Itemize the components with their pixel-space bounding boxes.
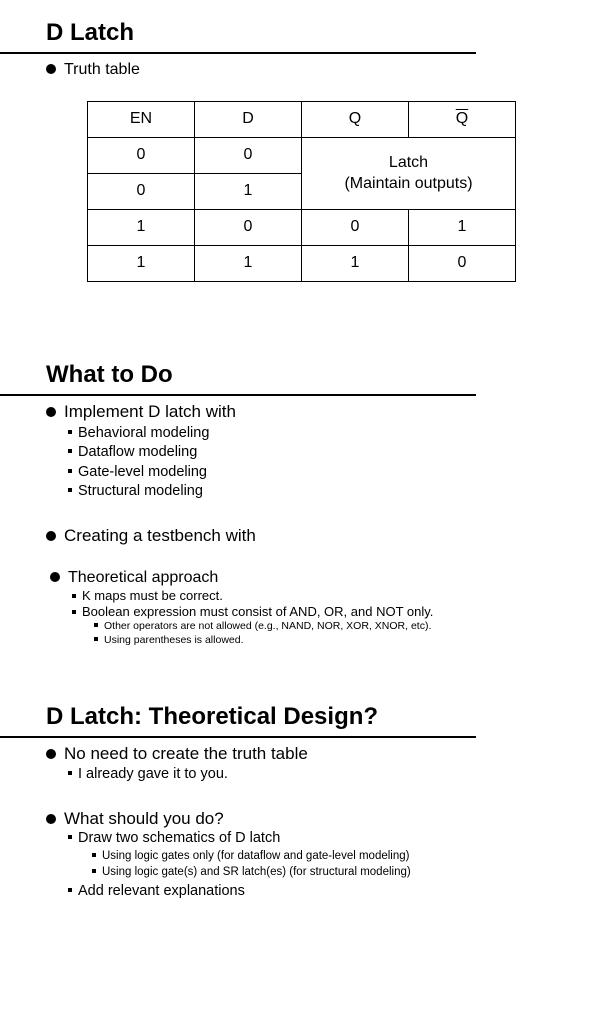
bullet-implement: Implement D latch with	[46, 403, 236, 420]
latch-label: Latch	[388, 153, 429, 171]
bullet-dot-icon	[46, 531, 56, 541]
bullet-square-icon	[72, 594, 76, 598]
list-item: Behavioral modeling	[68, 426, 209, 441]
list-item: Using logic gate(s) and SR latch(es) (for structural modeling)	[92, 867, 411, 879]
table-cell: 0	[88, 174, 195, 210]
bullet-square-icon	[94, 637, 98, 641]
list-item: Using logic gates only (for dataflow and gate-level modeling)	[92, 851, 409, 863]
list-item: Boolean expression must consist of AND, OR, and NOT only.	[72, 605, 433, 618]
header-q: Q	[302, 102, 409, 138]
bullet-square-icon	[68, 469, 72, 473]
bullet-square-icon	[92, 869, 96, 873]
title-underline	[0, 394, 476, 396]
bullet-truth-table: Truth table	[46, 62, 140, 78]
bullet-square-icon	[68, 449, 72, 453]
table-header-row	[88, 102, 516, 138]
section-title-what-to-do: What to Do	[46, 361, 173, 388]
table-cell: 0	[195, 210, 302, 246]
title-underline	[0, 52, 476, 54]
section-title-theoretical-design: D Latch: Theoretical Design?	[46, 703, 379, 730]
bullet-square-icon	[94, 623, 98, 627]
table-cell: 1	[195, 246, 302, 282]
bullet-testbench: Creating a testbench with	[46, 527, 256, 544]
bullet-dot-icon	[46, 64, 56, 74]
header-en: EN	[88, 102, 195, 138]
table-cell: 1	[409, 210, 516, 246]
header-q-bar	[409, 102, 516, 138]
bullet-dot-icon	[50, 572, 60, 582]
list-item: I already gave it to you.	[68, 767, 228, 782]
bullet-dot-icon	[46, 407, 56, 417]
bullet-what-should: What should you do?	[46, 810, 224, 827]
bullet-theoretical: Theoretical approach	[50, 570, 218, 586]
table-row	[88, 246, 516, 282]
table-cell: 0	[88, 138, 195, 174]
list-item: Other operators are not allowed (e.g., NAND, NOR, XOR, XNOR, etc).	[94, 621, 431, 632]
list-item: Using parentheses is allowed.	[94, 635, 244, 646]
list-item: Dataflow modeling	[68, 445, 197, 460]
table-cell: 0	[195, 138, 302, 174]
latch-merged-cell	[302, 138, 516, 210]
bullet-square-icon	[68, 835, 72, 839]
title-underline	[0, 736, 476, 738]
table-row	[88, 138, 516, 174]
table-cell: 0	[302, 210, 409, 246]
bullet-square-icon	[68, 430, 72, 434]
list-item: Add relevant explanations	[68, 884, 245, 899]
bullet-square-icon	[68, 488, 72, 492]
bullet-square-icon	[92, 853, 96, 857]
bullet-no-need: No need to create the truth table	[46, 745, 308, 762]
truth-table	[87, 101, 516, 282]
bullet-square-icon	[68, 771, 72, 775]
table-cell: 1	[302, 246, 409, 282]
bullet-dot-icon	[46, 749, 56, 759]
bullet-square-icon	[72, 610, 76, 614]
maintain-outputs-label: (Maintain outputs)	[344, 174, 473, 192]
list-item: Structural modeling	[68, 484, 203, 499]
list-item: K maps must be correct.	[72, 589, 223, 602]
table-cell: 1	[88, 210, 195, 246]
list-item: Draw two schematics of D latch	[68, 831, 280, 846]
table-cell: 1	[88, 246, 195, 282]
list-item: Gate-level modeling	[68, 465, 207, 480]
q-bar-label: $\overline{Q}$	[455, 110, 469, 128]
section-title-d-latch: D Latch	[46, 19, 135, 46]
table-cell: 0	[409, 246, 516, 282]
bullet-dot-icon	[46, 814, 56, 824]
table-row	[88, 210, 516, 246]
bullet-square-icon	[68, 888, 72, 892]
header-d: D	[195, 102, 302, 138]
table-cell: 1	[195, 174, 302, 210]
